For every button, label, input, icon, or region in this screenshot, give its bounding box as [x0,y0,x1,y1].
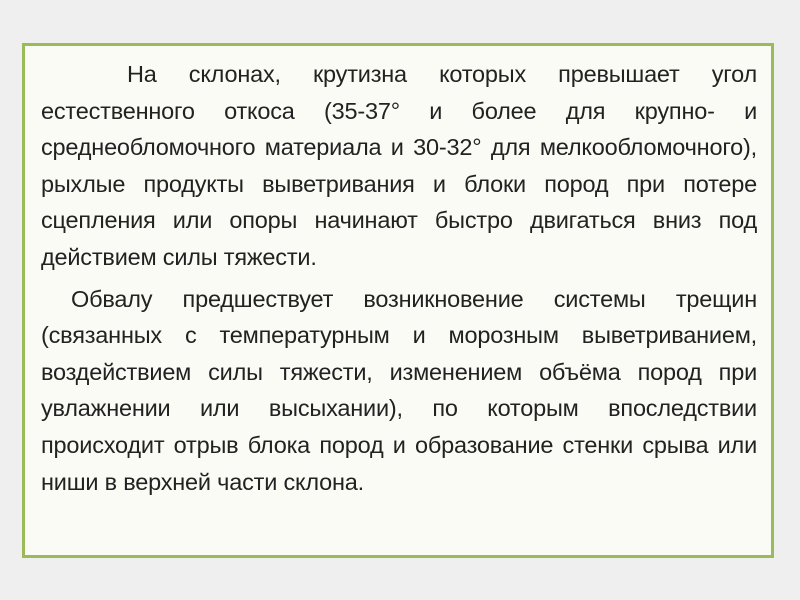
paragraph-2: Обвалу предшествует возникновение системы трещин (связанных с температурным и морозным выветриванием, воздействием силы тяжести, изменением объёма пород при увлажнении или высыхании), по которым впоследствии происходит отрыв блока пород и образование стенки срыва или ниши в верхней части склона. [41,285,757,495]
paragraph-1: На склонах, крутизна которых превышает угол естественного откоса (35-37° и более для крупно- и среднеобломочного материала и 30-32° для мелкообломочного), рыхлые продукты выветривания и блоки пород при потере сцепления или опоры начинают быстро двигаться вниз под действием силы тяжести. [41,61,757,270]
slide-frame [22,43,774,558]
slide-text-body [41,56,757,500]
